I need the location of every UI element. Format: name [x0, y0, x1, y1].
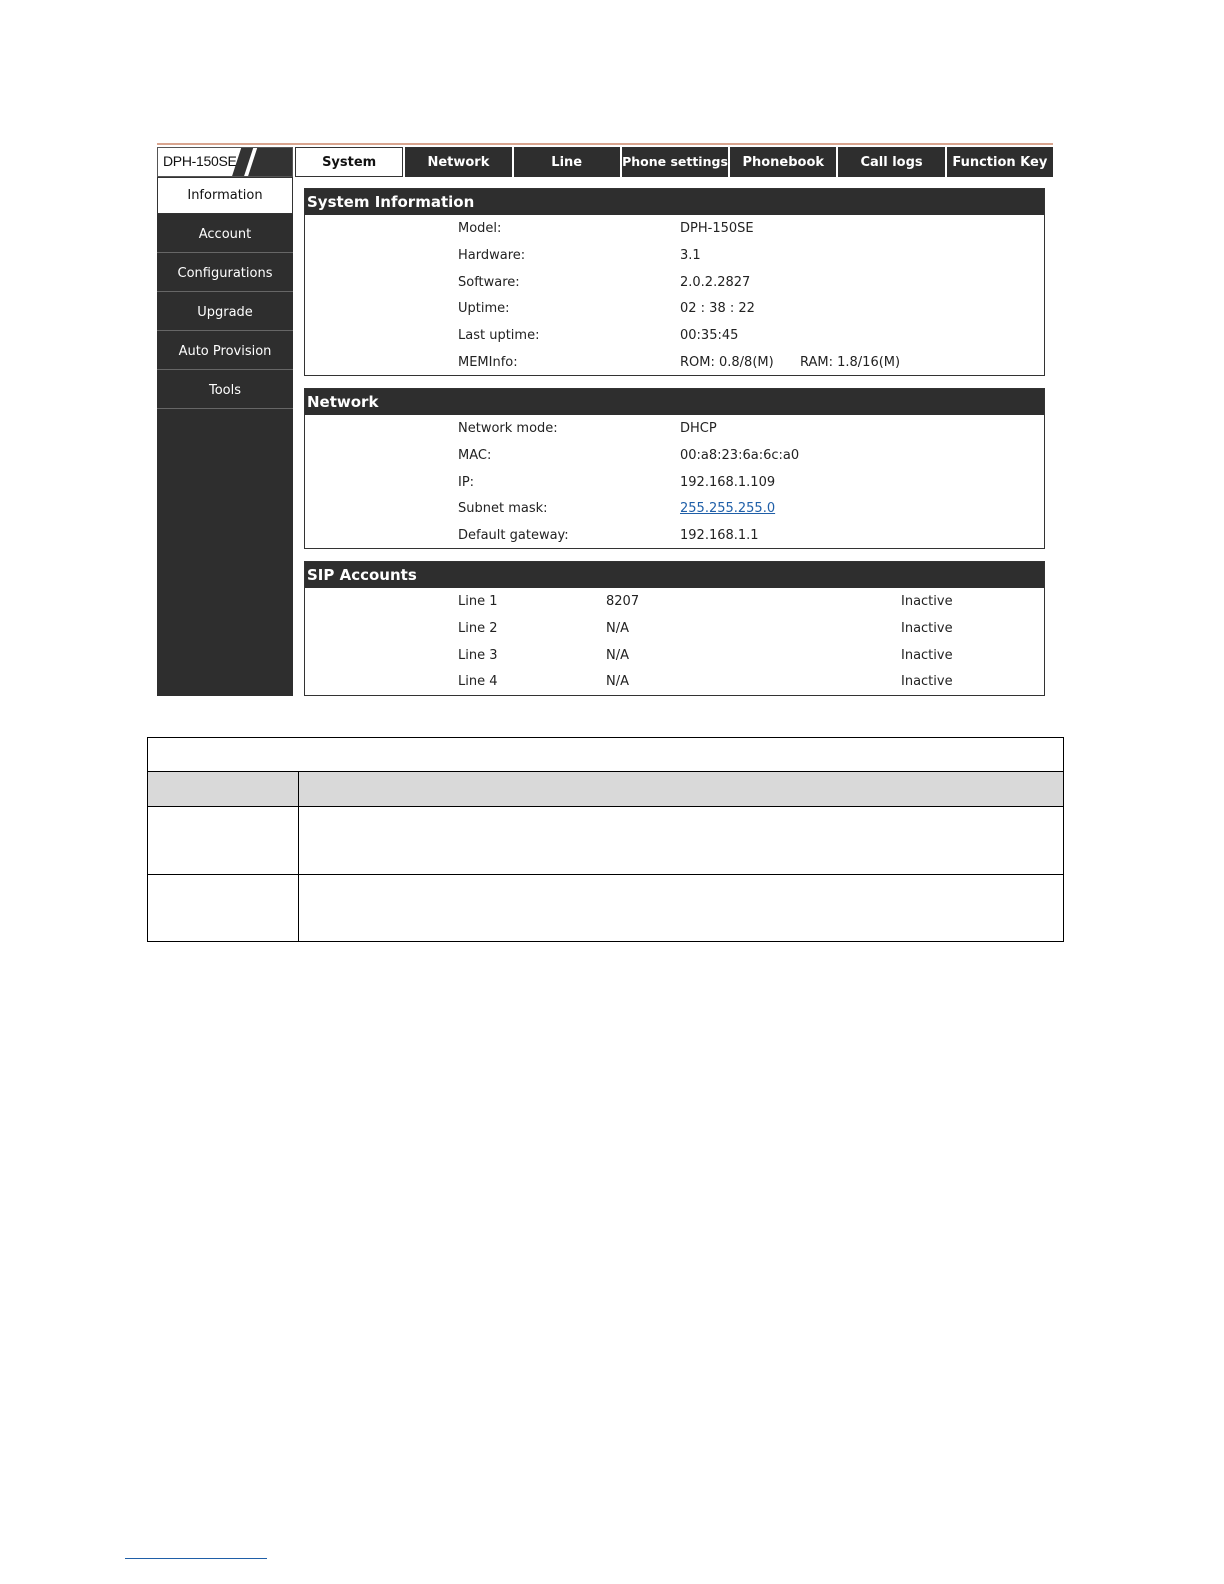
main-tabs: [295, 147, 1053, 177]
sip-line-label: Line 4: [458, 674, 498, 690]
sidebar-item-account[interactable]: Account: [157, 216, 293, 253]
tab-network[interactable]: Network: [403, 147, 511, 177]
sip-status: Inactive: [901, 620, 953, 636]
info-value: DPH-150SE: [680, 221, 754, 236]
sip-row: [305, 615, 1044, 642]
network-row-subnet: [305, 495, 1044, 522]
sip-line-label: Line 3: [458, 647, 498, 663]
info-value: 192.168.1.1: [680, 528, 759, 544]
table-cell: [299, 807, 1064, 875]
tab-phonebook[interactable]: Phonebook: [728, 147, 836, 177]
info-label: Hardware:: [458, 247, 526, 263]
logo-stripe-icon: [229, 147, 293, 177]
table-cell: [148, 875, 299, 942]
sip-accounts-panel: [304, 561, 1045, 696]
sip-number: N/A: [606, 647, 629, 663]
logo-text: DPH-150SE: [163, 153, 237, 169]
sip-status: Inactive: [901, 674, 953, 690]
table-row: [148, 875, 1064, 942]
sip-line-label: Line 1: [458, 594, 498, 609]
tab-system[interactable]: System: [295, 147, 403, 177]
table-cell: [148, 738, 1064, 772]
sidebar-item-tools[interactable]: Tools: [157, 372, 293, 409]
network-row-mode: [305, 415, 1044, 442]
sidebar-item-upgrade[interactable]: Upgrade: [157, 294, 293, 331]
sip-status: Inactive: [901, 594, 953, 609]
info-label: Software:: [458, 274, 520, 290]
tab-call-logs[interactable]: Call logs: [836, 147, 944, 177]
ram-value: RAM: 1.8/16(M): [800, 354, 901, 370]
table-header-cell: [299, 772, 1064, 807]
table-header-cell: [148, 772, 299, 807]
tab-phone-settings[interactable]: Phone settings: [620, 147, 728, 177]
sip-row: [305, 642, 1044, 669]
sidebar-item-auto-provision[interactable]: Auto Provision: [157, 333, 293, 370]
panel-title: Network: [305, 389, 1044, 415]
panel-title: SIP Accounts: [305, 562, 1044, 588]
system-information-panel: [304, 188, 1045, 376]
sip-number: N/A: [606, 620, 629, 636]
sip-row: [305, 588, 1044, 615]
sidebar-item-configurations[interactable]: Configurations: [157, 255, 293, 292]
document-table: [147, 737, 1064, 942]
sip-status: Inactive: [901, 647, 953, 663]
table-cell: [299, 875, 1064, 942]
device-web-ui: [157, 143, 1053, 696]
table-cell: [148, 807, 299, 875]
network-row-mac: [305, 442, 1044, 469]
table-title-row: [148, 738, 1064, 772]
info-row-model: [305, 215, 1044, 242]
brand-logo: [157, 147, 293, 177]
info-row-software: [305, 269, 1044, 296]
info-label: IP:: [458, 474, 475, 490]
info-row-uptime: [305, 295, 1044, 322]
sidebar-item-information[interactable]: Information: [157, 177, 293, 214]
sidebar: [157, 177, 293, 696]
network-panel: [304, 388, 1045, 549]
info-value: 00:a8:23:6a:6c:a0: [680, 447, 800, 463]
panel-title: System Information: [305, 189, 1044, 215]
info-label: Network mode:: [458, 421, 558, 436]
info-row-last-uptime: [305, 322, 1044, 349]
network-row-gateway: [305, 522, 1044, 549]
info-label: Model:: [458, 221, 502, 236]
info-value: 192.168.1.109: [680, 474, 776, 490]
table-row: [148, 807, 1064, 875]
info-value: 00:35:45: [680, 328, 739, 344]
info-label: Uptime:: [458, 301, 510, 317]
sip-line-label: Line 2: [458, 620, 498, 636]
top-accent-line: [157, 143, 1053, 145]
sip-row: [305, 668, 1044, 695]
info-row-meminfo: [305, 349, 1044, 376]
info-value: DHCP: [680, 421, 717, 436]
tab-function-key[interactable]: Function Key: [945, 147, 1053, 177]
info-value: 3.1: [680, 247, 701, 263]
info-value: 2.0.2.2827: [680, 274, 751, 290]
sip-number: 8207: [606, 594, 640, 609]
sip-number: N/A: [606, 674, 629, 690]
footer-rule: [125, 1558, 267, 1559]
info-value: 02 : 38 : 22: [680, 301, 755, 317]
table-header-row: [148, 772, 1064, 807]
info-label: Default gateway:: [458, 528, 569, 544]
rom-value: ROM: 0.8/8(M): [680, 354, 774, 370]
subnet-mask-link[interactable]: 255.255.255.0: [680, 501, 776, 517]
tab-line[interactable]: Line: [512, 147, 620, 177]
info-row-hardware: [305, 242, 1044, 269]
info-label: MEMInfo:: [458, 354, 518, 370]
info-label: Subnet mask:: [458, 501, 548, 517]
info-label: Last uptime:: [458, 328, 540, 344]
network-row-ip: [305, 469, 1044, 496]
info-label: MAC:: [458, 447, 492, 463]
